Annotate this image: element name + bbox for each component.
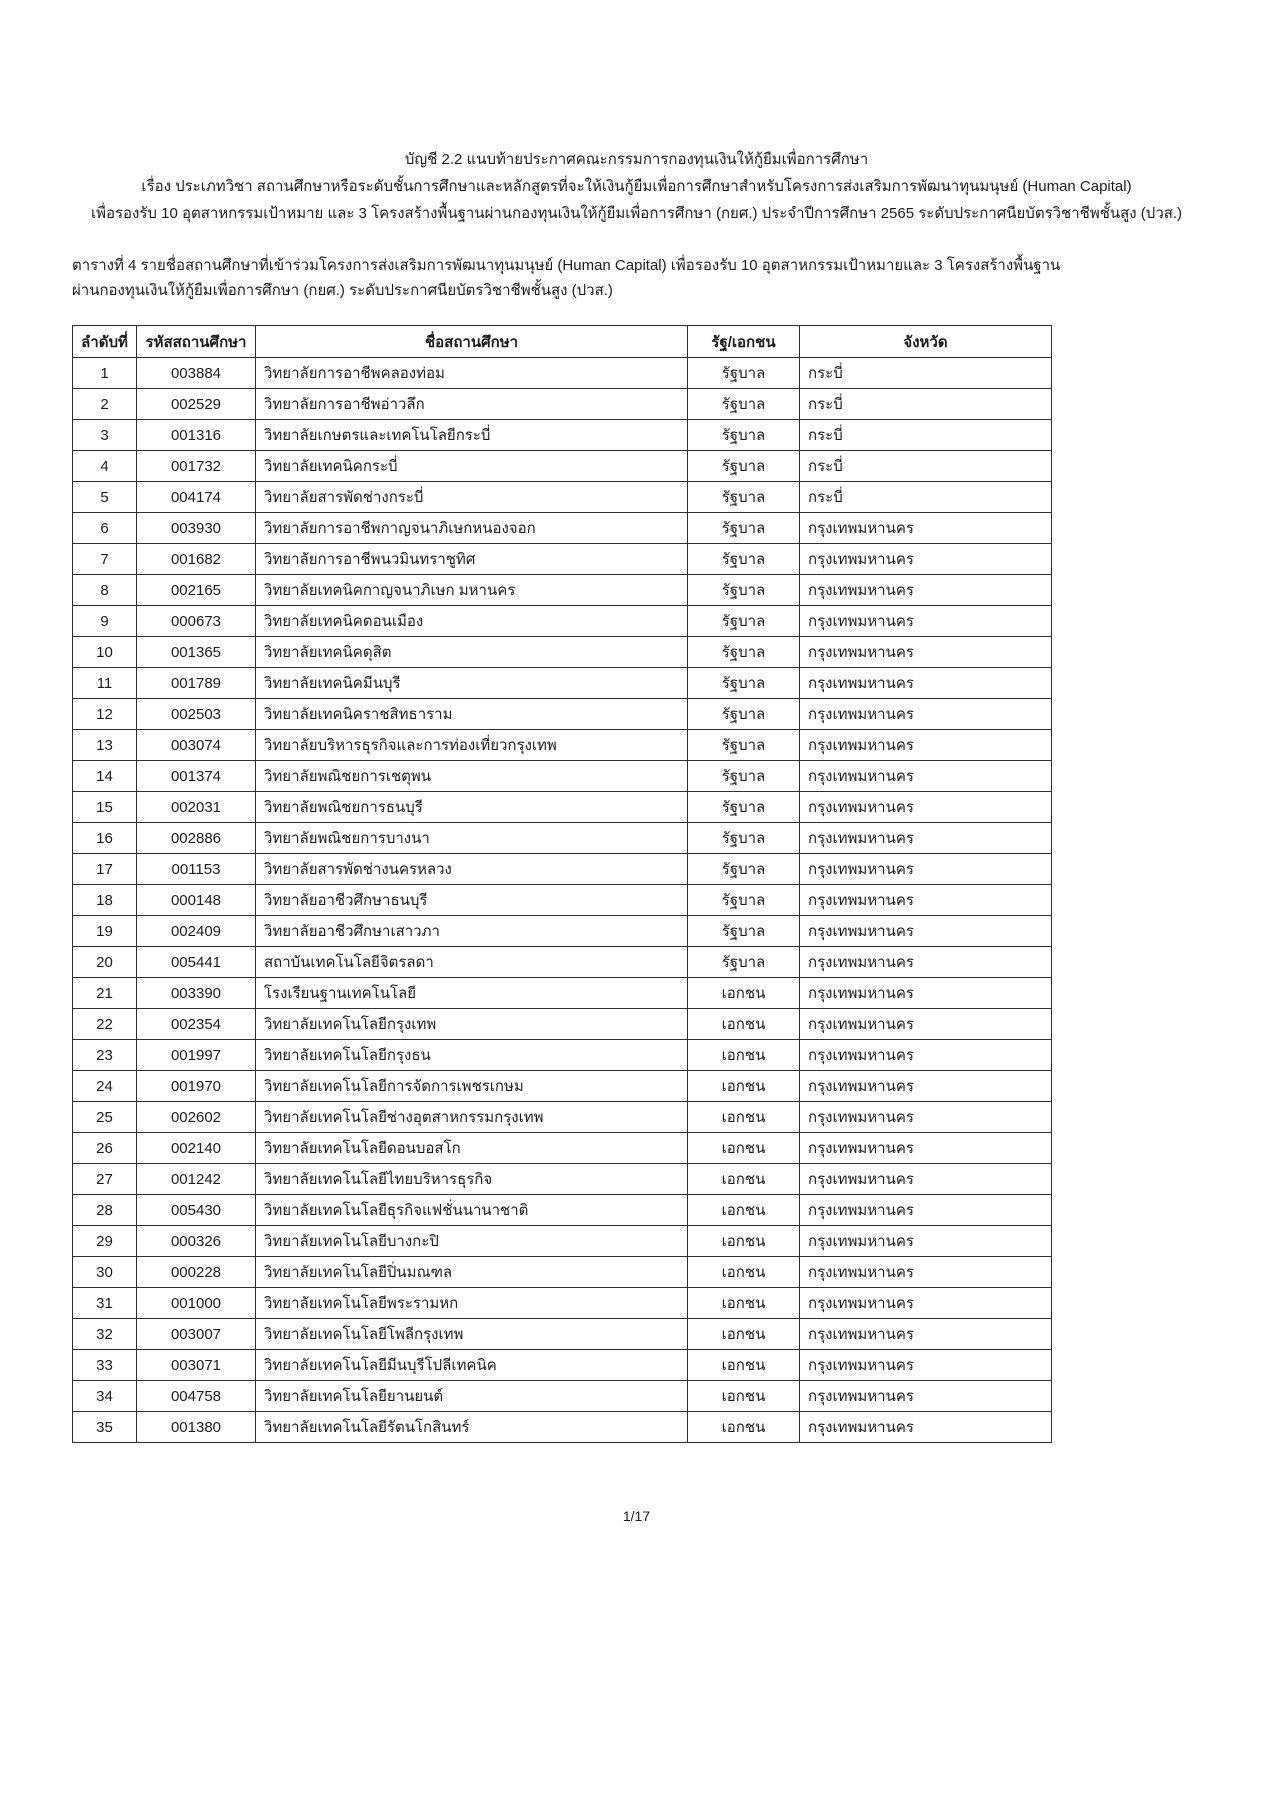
table-row [73, 1102, 1052, 1133]
table-row [73, 1257, 1052, 1288]
school-code-cell: 000148 [137, 885, 256, 916]
table-row [73, 1350, 1052, 1381]
school-name-cell: วิทยาลัยพณิชยการธนบุรี [256, 792, 688, 823]
school-name-cell: วิทยาลัยเทคนิคกาญจนาภิเษก มหานคร [256, 575, 688, 606]
row-order-cell: 6 [73, 513, 137, 544]
school-code-cell: 001732 [137, 451, 256, 482]
sector-cell: รัฐบาล [688, 606, 800, 637]
sector-cell: รัฐบาล [688, 885, 800, 916]
table-row [73, 854, 1052, 885]
row-order-cell: 20 [73, 947, 137, 978]
school-code-cell: 002140 [137, 1133, 256, 1164]
school-name-cell: วิทยาลัยเทคโนโลยีปิ่นมณฑล [256, 1257, 688, 1288]
school-code-cell: 003007 [137, 1319, 256, 1350]
province-cell: กระบี่ [800, 482, 1052, 513]
school-name-cell: วิทยาลัยเกษตรและเทคโนโลยีกระบี่ [256, 420, 688, 451]
province-cell: กรุงเทพมหานคร [800, 1009, 1052, 1040]
school-name-cell: วิทยาลัยการอาชีพนวมินทราชูทิศ [256, 544, 688, 575]
school-code-cell: 001316 [137, 420, 256, 451]
school-code-cell: 001682 [137, 544, 256, 575]
table-row [73, 451, 1052, 482]
school-name-cell: วิทยาลัยเทคนิคดุสิต [256, 637, 688, 668]
table-row [73, 544, 1052, 575]
header-line-1: บัญชี 2.2 แนบท้ายประกาศคณะกรรมการกองทุนเงินให้กู้ยืมเพื่อการศึกษา [404, 151, 869, 168]
school-name-cell: วิทยาลัยเทคโนโลยีไทยบริหารธุรกิจ [256, 1164, 688, 1195]
province-cell: กรุงเทพมหานคร [800, 1164, 1052, 1195]
province-cell: กรุงเทพมหานคร [800, 885, 1052, 916]
row-order-cell: 35 [73, 1412, 137, 1443]
table-row [73, 978, 1052, 1009]
school-code-cell: 000673 [137, 606, 256, 637]
sector-cell: รัฐบาล [688, 544, 800, 575]
table-row [73, 885, 1052, 916]
sector-cell: รัฐบาล [688, 513, 800, 544]
row-order-cell: 31 [73, 1288, 137, 1319]
school-code-cell: 002165 [137, 575, 256, 606]
table-row [73, 513, 1052, 544]
table-row [73, 1195, 1052, 1226]
province-cell: กรุงเทพมหานคร [800, 1381, 1052, 1412]
school-code-cell: 001000 [137, 1288, 256, 1319]
sector-cell: เอกชน [688, 1288, 800, 1319]
row-order-cell: 17 [73, 854, 137, 885]
table-row [73, 1381, 1052, 1412]
sector-cell: รัฐบาล [688, 699, 800, 730]
school-name-cell: วิทยาลัยสารพัดช่างนครหลวง [256, 854, 688, 885]
province-cell: กรุงเทพมหานคร [800, 1102, 1052, 1133]
school-code-cell: 003074 [137, 730, 256, 761]
row-order-cell: 9 [73, 606, 137, 637]
school-code-cell: 000228 [137, 1257, 256, 1288]
school-code-cell: 005430 [137, 1195, 256, 1226]
page-number: 1/17 [622, 1508, 651, 1524]
school-name-cell: วิทยาลัยการอาชีพอ่าวลึก [256, 389, 688, 420]
sector-cell: รัฐบาล [688, 420, 800, 451]
sector-cell: รัฐบาล [688, 637, 800, 668]
row-order-cell: 24 [73, 1071, 137, 1102]
school-code-cell: 001789 [137, 668, 256, 699]
row-order-cell: 33 [73, 1350, 137, 1381]
province-cell: กระบี่ [800, 420, 1052, 451]
institutions-table [72, 325, 1052, 1443]
row-order-cell: 4 [73, 451, 137, 482]
sector-cell: เอกชน [688, 1412, 800, 1443]
school-code-cell: 001374 [137, 761, 256, 792]
table-row [73, 761, 1052, 792]
province-cell: กรุงเทพมหานคร [800, 1195, 1052, 1226]
table-row [73, 730, 1052, 761]
school-name-cell: วิทยาลัยเทคโนโลยีการจัดการเพชรเกษม [256, 1071, 688, 1102]
school-name-cell: วิทยาลัยเทคโนโลยีกรุงธน [256, 1040, 688, 1071]
sector-cell: เอกชน [688, 1257, 800, 1288]
sector-cell: เอกชน [688, 1009, 800, 1040]
column-header-school-code: รหัสสถานศึกษา [137, 326, 256, 358]
school-name-cell: วิทยาลัยการอาชีพคลองท่อม [256, 358, 688, 389]
province-cell: กรุงเทพมหานคร [800, 916, 1052, 947]
school-code-cell: 004174 [137, 482, 256, 513]
row-order-cell: 11 [73, 668, 137, 699]
table-row [73, 668, 1052, 699]
school-code-cell: 003930 [137, 513, 256, 544]
sector-cell: เอกชน [688, 1133, 800, 1164]
school-code-cell: 005441 [137, 947, 256, 978]
row-order-cell: 16 [73, 823, 137, 854]
sector-cell: รัฐบาล [688, 482, 800, 513]
province-cell: กรุงเทพมหานคร [800, 1350, 1052, 1381]
province-cell: กรุงเทพมหานคร [800, 978, 1052, 1009]
table-row [73, 1226, 1052, 1257]
sector-cell: รัฐบาล [688, 389, 800, 420]
row-order-cell: 34 [73, 1381, 137, 1412]
province-cell: กรุงเทพมหานคร [800, 1226, 1052, 1257]
table-row [73, 1133, 1052, 1164]
school-name-cell: วิทยาลัยพณิชยการบางนา [256, 823, 688, 854]
school-name-cell: วิทยาลัยเทคนิคมีนบุรี [256, 668, 688, 699]
table-row [73, 482, 1052, 513]
sector-cell: เอกชน [688, 1350, 800, 1381]
school-code-cell: 001365 [137, 637, 256, 668]
school-code-cell: 001242 [137, 1164, 256, 1195]
school-code-cell: 000326 [137, 1226, 256, 1257]
school-name-cell: วิทยาลัยเทคโนโลยียานยนต์ [256, 1381, 688, 1412]
row-order-cell: 30 [73, 1257, 137, 1288]
province-cell: กระบี่ [800, 358, 1052, 389]
column-header-sector: รัฐ/เอกชน [688, 326, 800, 358]
school-code-cell: 002503 [137, 699, 256, 730]
province-cell: กรุงเทพมหานคร [800, 513, 1052, 544]
row-order-cell: 12 [73, 699, 137, 730]
table-row [73, 1412, 1052, 1443]
school-name-cell: วิทยาลัยสารพัดช่างกระบี่ [256, 482, 688, 513]
school-code-cell: 003884 [137, 358, 256, 389]
school-name-cell: วิทยาลัยเทคโนโลยีโพลีกรุงเทพ [256, 1319, 688, 1350]
school-code-cell: 002031 [137, 792, 256, 823]
table-row [73, 1040, 1052, 1071]
sector-cell: รัฐบาล [688, 947, 800, 978]
table-row [73, 1009, 1052, 1040]
province-cell: กรุงเทพมหานคร [800, 699, 1052, 730]
school-name-cell: สถาบันเทคโนโลยีจิตรลดา [256, 947, 688, 978]
school-name-cell: วิทยาลัยเทคโนโลยีมีนบุรีโปลีเทคนิค [256, 1350, 688, 1381]
table-row [73, 637, 1052, 668]
province-cell: กรุงเทพมหานคร [800, 854, 1052, 885]
row-order-cell: 14 [73, 761, 137, 792]
province-cell: กรุงเทพมหานคร [800, 668, 1052, 699]
school-code-cell: 004758 [137, 1381, 256, 1412]
row-order-cell: 23 [73, 1040, 137, 1071]
row-order-cell: 8 [73, 575, 137, 606]
row-order-cell: 32 [73, 1319, 137, 1350]
row-order-cell: 13 [73, 730, 137, 761]
school-name-cell: วิทยาลัยพณิชยการเชตุพน [256, 761, 688, 792]
school-code-cell: 002354 [137, 1009, 256, 1040]
table-row [73, 1319, 1052, 1350]
sector-cell: เอกชน [688, 1164, 800, 1195]
row-order-cell: 10 [73, 637, 137, 668]
school-code-cell: 003071 [137, 1350, 256, 1381]
school-code-cell: 001380 [137, 1412, 256, 1443]
row-order-cell: 2 [73, 389, 137, 420]
sector-cell: เอกชน [688, 1040, 800, 1071]
table-row [73, 1164, 1052, 1195]
province-cell: กรุงเทพมหานคร [800, 1071, 1052, 1102]
province-cell: กรุงเทพมหานคร [800, 544, 1052, 575]
school-name-cell: วิทยาลัยเทคโนโลยีบางกะปิ [256, 1226, 688, 1257]
sector-cell: เอกชน [688, 1102, 800, 1133]
sector-cell: เอกชน [688, 1319, 800, 1350]
row-order-cell: 5 [73, 482, 137, 513]
school-name-cell: วิทยาลัยเทคนิคกระบี่ [256, 451, 688, 482]
sector-cell: เอกชน [688, 1071, 800, 1102]
school-name-cell: วิทยาลัยเทคโนโลยีรัตนโกสินทร์ [256, 1412, 688, 1443]
school-code-cell: 002602 [137, 1102, 256, 1133]
province-cell: กรุงเทพมหานคร [800, 730, 1052, 761]
caption-line-1: ตารางที่ 4 รายชื่อสถานศึกษาที่เข้าร่วมโครงการส่งเสริมการพัฒนาทุนมนุษย์ (Human Capital) เพื่อรองรับ 10 อุตสาหกรรมเป้าหมายและ 3 โครงสร้างพื้นฐาน [72, 257, 1061, 274]
table-row [73, 916, 1052, 947]
school-name-cell: วิทยาลัยอาชีวศึกษาธนบุรี [256, 885, 688, 916]
row-order-cell: 15 [73, 792, 137, 823]
table-row [73, 1071, 1052, 1102]
sector-cell: เอกชน [688, 1195, 800, 1226]
row-order-cell: 28 [73, 1195, 137, 1226]
school-name-cell: วิทยาลัยเทคโนโลยีช่างอุตสาหกรรมกรุงเทพ [256, 1102, 688, 1133]
sector-cell: รัฐบาล [688, 451, 800, 482]
sector-cell: เอกชน [688, 1226, 800, 1257]
column-header-province: จังหวัด [800, 326, 1052, 358]
province-cell: กรุงเทพมหานคร [800, 792, 1052, 823]
school-name-cell: วิทยาลัยเทคนิคราชสิทธาราม [256, 699, 688, 730]
province-cell: กรุงเทพมหานคร [800, 637, 1052, 668]
province-cell: กรุงเทพมหานคร [800, 1288, 1052, 1319]
school-code-cell: 002529 [137, 389, 256, 420]
row-order-cell: 27 [73, 1164, 137, 1195]
province-cell: กรุงเทพมหานคร [800, 823, 1052, 854]
school-name-cell: วิทยาลัยเทคโนโลยีกรุงเทพ [256, 1009, 688, 1040]
sector-cell: รัฐบาล [688, 823, 800, 854]
sector-cell: รัฐบาล [688, 792, 800, 823]
school-code-cell: 001970 [137, 1071, 256, 1102]
row-order-cell: 7 [73, 544, 137, 575]
province-cell: กรุงเทพมหานคร [800, 1040, 1052, 1071]
province-cell: กรุงเทพมหานคร [800, 1133, 1052, 1164]
province-cell: กรุงเทพมหานคร [800, 606, 1052, 637]
school-code-cell: 001153 [137, 854, 256, 885]
row-order-cell: 26 [73, 1133, 137, 1164]
province-cell: กรุงเทพมหานคร [800, 1319, 1052, 1350]
school-name-cell: โรงเรียนฐานเทคโนโลยี [256, 978, 688, 1009]
table-row [73, 575, 1052, 606]
column-header-order: ลำดับที่ [73, 326, 137, 358]
row-order-cell: 21 [73, 978, 137, 1009]
sector-cell: รัฐบาล [688, 730, 800, 761]
school-name-cell: วิทยาลัยเทคโนโลยีธุรกิจแฟชั่นนานาชาติ [256, 1195, 688, 1226]
table-header-row [73, 326, 1052, 358]
table-body [73, 358, 1052, 1443]
school-name-cell: วิทยาลัยเทคโนโลยีดอนบอสโก [256, 1133, 688, 1164]
sector-cell: เอกชน [688, 978, 800, 1009]
province-cell: กระบี่ [800, 389, 1052, 420]
school-name-cell: วิทยาลัยเทคนิคดอนเมือง [256, 606, 688, 637]
sector-cell: รัฐบาล [688, 854, 800, 885]
province-cell: กรุงเทพมหานคร [800, 1412, 1052, 1443]
row-order-cell: 19 [73, 916, 137, 947]
sector-cell: รัฐบาล [688, 575, 800, 606]
table-row [73, 699, 1052, 730]
table-row [73, 1288, 1052, 1319]
table-row [73, 420, 1052, 451]
column-header-school-name: ชื่อสถานศึกษา [256, 326, 688, 358]
header-line-2: เรื่อง ประเภทวิชา สถานศึกษาหรือระดับชั้นการศึกษาและหลักสูตรที่จะให้เงินกู้ยืมเพื่อการศึกษาสำหรับโครงการส่งเสริมการพัฒนาทุนมนุษย์ (Human Capital) [141, 178, 1132, 195]
province-cell: กรุงเทพมหานคร [800, 575, 1052, 606]
province-cell: กรุงเทพมหานคร [800, 947, 1052, 978]
table-row [73, 947, 1052, 978]
header-line-3: เพื่อรองรับ 10 อุตสาหกรรมเป้าหมาย และ 3 โครงสร้างพื้นฐานผ่านกองทุนเงินให้กู้ยืมเพื่อการศึกษา (กยศ.) ประจำปีการศึกษา 2565 ระดับประกาศนียบัตรวิชาชีพชั้นสูง (ปวส.) [90, 205, 1183, 222]
table-row [73, 823, 1052, 854]
row-order-cell: 1 [73, 358, 137, 389]
school-name-cell: วิทยาลัยการอาชีพกาญจนาภิเษกหนองจอก [256, 513, 688, 544]
province-cell: กรุงเทพมหานคร [800, 761, 1052, 792]
table-row [73, 358, 1052, 389]
sector-cell: รัฐบาล [688, 761, 800, 792]
sector-cell: รัฐบาล [688, 668, 800, 699]
sector-cell: รัฐบาล [688, 916, 800, 947]
sector-cell: เอกชน [688, 1381, 800, 1412]
school-code-cell: 002409 [137, 916, 256, 947]
caption-line-2: ผ่านกองทุนเงินให้กู้ยืมเพื่อการศึกษา (กยศ.) ระดับประกาศนียบัตรวิชาชีพชั้นสูง (ปวส.) [72, 282, 613, 299]
row-order-cell: 29 [73, 1226, 137, 1257]
table-row [73, 792, 1052, 823]
school-name-cell: วิทยาลัยบริหารธุรกิจและการท่องเที่ยวกรุงเทพ [256, 730, 688, 761]
school-name-cell: วิทยาลัยอาชีวศึกษาเสาวภา [256, 916, 688, 947]
row-order-cell: 3 [73, 420, 137, 451]
school-code-cell: 003390 [137, 978, 256, 1009]
school-code-cell: 002886 [137, 823, 256, 854]
table-row [73, 606, 1052, 637]
row-order-cell: 18 [73, 885, 137, 916]
province-cell: กระบี่ [800, 451, 1052, 482]
school-name-cell: วิทยาลัยเทคโนโลยีพระรามหก [256, 1288, 688, 1319]
document-header [60, 146, 1213, 227]
province-cell: กรุงเทพมหานคร [800, 1257, 1052, 1288]
table-caption [72, 253, 1153, 303]
row-order-cell: 25 [73, 1102, 137, 1133]
sector-cell: รัฐบาล [688, 358, 800, 389]
school-code-cell: 001997 [137, 1040, 256, 1071]
table-row [73, 389, 1052, 420]
row-order-cell: 22 [73, 1009, 137, 1040]
